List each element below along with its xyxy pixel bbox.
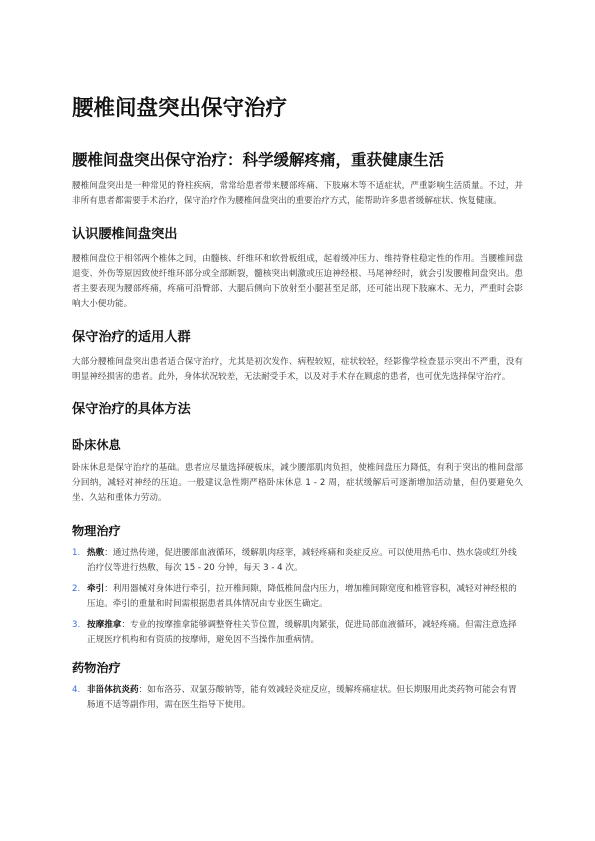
subsection-heading-bed-rest: 卧床休息 [72, 438, 121, 452]
list-text: ：专业的按摩推拿能够调整脊柱关节位置，缓解肌肉紧张，促进局部血液循环，减轻疼痛。但需注意选择正规医疗机构和有资质的按摩师，避免因不当操作加重病情。 [87, 620, 517, 645]
document-title: 腰椎间盘突出保守治疗 [72, 96, 288, 121]
list-item-massage [72, 618, 523, 648]
document-subtitle: 腰椎间盘突出保守治疗：科学缓解疼痛，重获健康生活 [72, 151, 445, 169]
list-term: 按摩推拿 [87, 620, 122, 630]
section-body-understand: 腰椎间盘位于相邻两个椎体之间，由髓核、纤维环和软骨板组成，起着缓冲压力、维持脊柱稳定性的作用。当腰椎间盘退变、外伤等原因致使纤维环部分或全部断裂，髓核突出刺激或压迫神经根、马尾神经时，就会引发腰椎间盘突出。患者主要表现为腰部疼痛，疼痛可沿臀部、大腿后侧向下放射至小腿甚至足部，还可能出现下肢麻木、无力，严重时会影响大小便功能。 [72, 254, 523, 309]
subsection-heading-physio: 物理治疗 [72, 524, 121, 538]
list-term: 热敷 [87, 548, 105, 558]
section-heading-methods: 保守治疗的具体方法 [72, 402, 191, 417]
section-body-suitable: 大部分腰椎间盘突出患者适合保守治疗，尤其是初次发作、病程较短，症状较轻，经影像学检查显示突出不严重，没有明显神经损害的患者。此外，身体状况较差，无法耐受手术，以及对手术存在顾虑的患者，也可优先选择保守治疗。 [72, 357, 523, 382]
subsection-body-bed-rest: 卧床休息是保守治疗的基础。患者应尽量选择硬板床，减少腰部肌肉负担，使椎间盘压力降低，有利于突出的椎间盘部分回纳，减轻对神经的压迫。一般建议急性期严格卧床休息 1 - 2 周，症状缓解后可逐渐增加活动量，但仍要避免久坐、久站和重体力劳动。 [72, 463, 523, 503]
subsection-heading-drug: 药物治疗 [72, 661, 121, 675]
list-term: 牵引 [87, 584, 105, 594]
list-item-traction [72, 582, 523, 612]
list-text: ：利用器械对身体进行牵引，拉开椎间隙，降低椎间盘内压力，增加椎间隙宽度和椎管容积，减轻对神经根的压迫。牵引的重量和时间需根据患者具体情况由专业医生确定。 [87, 584, 517, 609]
section-heading-suitable: 保守治疗的适用人群 [72, 330, 191, 345]
section-heading-understand: 认识腰椎间盘突出 [72, 227, 178, 242]
list-number: 1. [72, 548, 81, 558]
list-term: 非甾体抗炎药 [87, 685, 139, 695]
drug-list [72, 683, 523, 713]
list-item-heat [72, 546, 523, 576]
list-text: ：通过热传递，促进腰部血液循环，缓解肌肉痉挛，减轻疼痛和炎症反应。可以使用热毛巾、热水袋或红外线治疗仪等进行热敷，每次 15 - 20 分钟，每天 3 - 4 次。 [87, 548, 517, 573]
list-item-nsaid [72, 683, 523, 713]
list-number: 2. [72, 584, 81, 594]
physio-list [72, 546, 523, 648]
intro-paragraph: 腰椎间盘突出是一种常见的脊柱疾病，常常给患者带来腰部疼痛、下肢麻木等不适症状，严重影响生活质量。不过，并非所有患者都需要手术治疗，保守治疗作为腰椎间盘突出的重要治疗方式，能帮助许多患者缓解症状、恢复健康。 [72, 181, 523, 206]
list-text: ：如布洛芬、双氯芬酸钠等，能有效减轻炎症反应，缓解疼痛症状。但长期服用此类药物可能会有胃肠道不适等副作用，需在医生指导下使用。 [87, 685, 517, 710]
list-number: 3. [72, 620, 81, 630]
list-number: 4. [72, 685, 81, 695]
